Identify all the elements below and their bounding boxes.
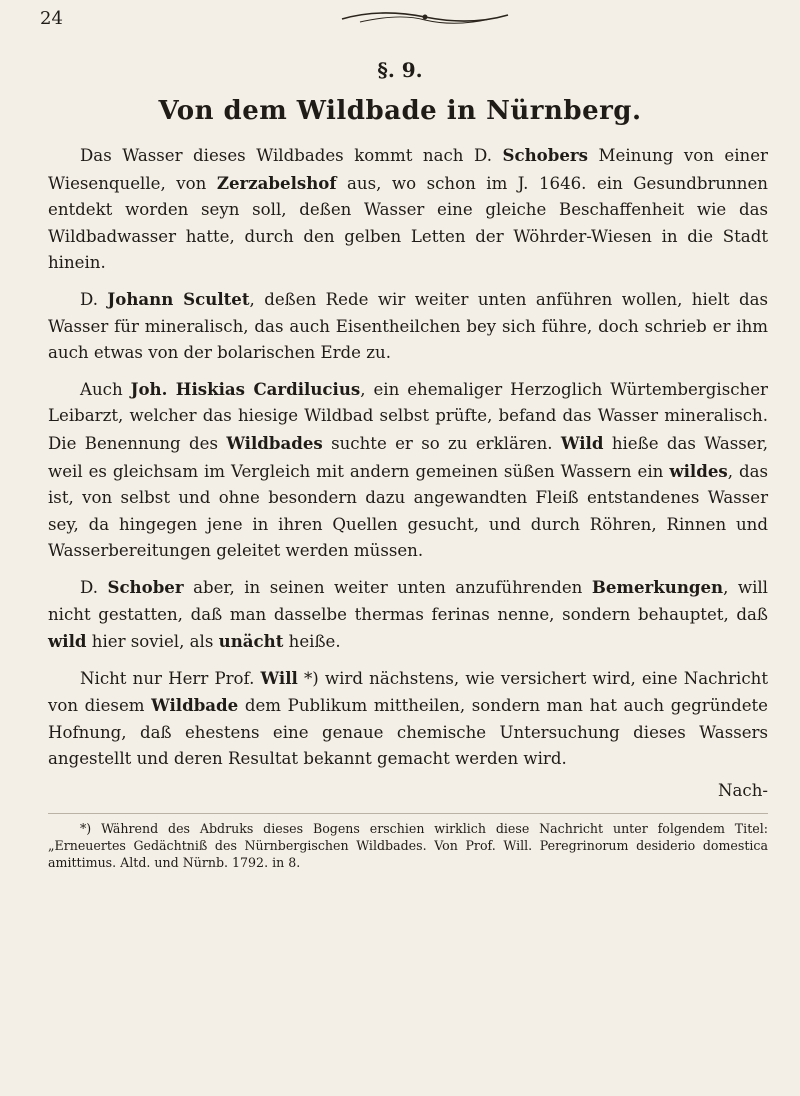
paragraph-4 [48,574,768,656]
emphasized-term: wild [48,631,87,652]
emphasized-term: Schobers [502,145,588,165]
emphasized-term: Zerzabelshof [216,172,337,193]
emphasized-term: Johann Scultet [107,288,250,309]
paragraph-3 [48,376,768,565]
emphasized-term: Wild [560,432,604,453]
page-title: Von dem Wildbade in Nürnberg. [158,96,642,126]
catchword: Nach- [717,781,768,801]
paragraph-text: aus, wo schon im J. 1646. ein Gesundbrunnen entdekt worden seyn soll, deßen Wasser eine gleiche Beschaffenheit wie das Wildbadwasser hatte, durch den gelben Letten der Wöhrder-Wiesen in die Stadt hinein. [48,173,768,273]
paragraph-text: hier soviel, als [86,632,219,652]
emphasized-term: Bemerkungen [591,576,724,597]
emphasized-term: wildes [669,460,728,481]
page-number: 24 [40,8,63,29]
ornament-icon [340,6,510,28]
paragraph-text: hieße das Wasser, weil es gleichsam im Vergleich mit andern gemeinen süßen Wassern ein [48,433,768,481]
paragraph-text: dem Publikum mittheilen, sondern man hat auch gegründete Hofnung, daß ehestens eine genaue chemische Untersuchung dieses Wassers angestellt und deren Resultat bekannt gemacht werden wird. [48,696,768,769]
emphasized-term: Joh. Hiskias Cardilucius [130,378,361,399]
paragraph-text: aber, in seinen weiter unten anzuführenden [183,577,592,597]
footnote: *) Während des Abdruks dieses Bogens erschien wirklich diese Nachricht unter folgendem Titel: „Erneuertes Gedächtniß des Nürnbergischen Wildbades. Von Prof. Will. Peregrinorum desiderio domestica amittimus. Altd. und Nürnb. 1792. in 8. [48,820,768,870]
emphasized-term: Wildbade [151,695,239,716]
emphasized-term: Will [260,667,298,688]
paragraphs [48,142,768,773]
footnote-divider [48,813,768,814]
emphasized-term: unächt [218,631,284,652]
paragraph-text: , das ist, von selbst und ohne besondern dazu angewandten Fleiß entstandenes Wasser sey, da hingegen jene in ihren Quellen gesucht, und durch Röhren, Rinnen und Wasserbereitungen geleitet werden müssen. [48,461,768,561]
paragraph-text: *) wird nächstens, wie versichert wird, eine Nachricht von diesem [48,668,769,716]
paragraph-text: Auch [80,379,131,399]
paragraph-2 [48,286,768,367]
body-text [48,142,768,880]
emphasized-term: Wildbades [226,432,323,453]
paragraph-text: D. [80,289,108,309]
paragraph-1 [48,142,768,277]
paragraph-text: suchte er so zu erklären. [322,433,561,453]
paragraph-text: Das Wasser dieses Wildbades kommt nach D. [80,146,503,165]
section-number: §. 9. [377,58,423,82]
paragraph-text: D. [80,577,108,597]
paragraph-text: heiße. [283,632,341,652]
paragraph-5 [48,665,768,773]
paragraph-text: , ein ehemaliger Herzoglich Würtembergischer Leibarzt, welcher das hiesige Wildbad selbst prüfte, befand das Wasser mineralisch. Die Benennung des [48,379,768,453]
paragraph-text: Meinung von einer Wiesenquelle, von [48,146,768,193]
paragraph-text: Nicht nur Herr Prof. [80,668,261,688]
paragraph-text: , deßen Rede wir weiter unten anführen wollen, hielt das Wasser für mineralisch, das auch Eisentheilchen bey sich führe, doch schrieb er ihm auch etwas von der bolarischen Erde zu. [48,289,768,363]
emphasized-term: Schober [107,576,184,597]
paragraph-text: , will nicht gestatten, daß man dasselbe thermas ferinas nenne, sondern behauptet, daß [48,577,768,624]
